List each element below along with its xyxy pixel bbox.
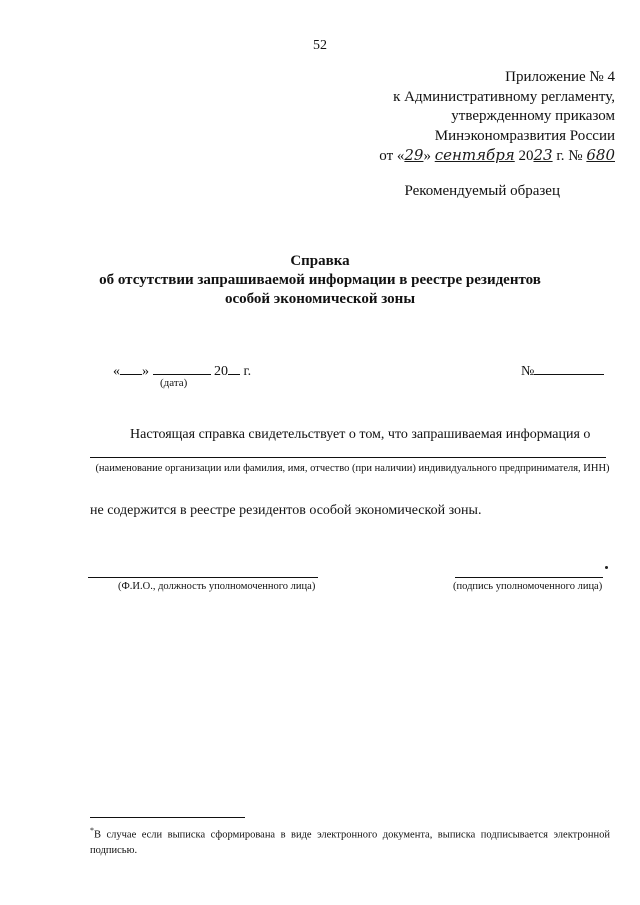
signature-caption: (подпись уполномоченного лица) — [453, 581, 603, 592]
handwritten-order-number: 680 — [586, 146, 615, 164]
signature-line — [455, 577, 603, 578]
handwritten-year: 23 — [533, 146, 553, 164]
not-contained-text: не содержится в реестре резидентов особой экономической зоны. — [90, 503, 482, 518]
number-label: № — [521, 364, 535, 379]
footnote-marker: * — [90, 826, 94, 835]
appendix-title: Приложение № 4 — [505, 69, 615, 85]
name-signature-line — [88, 577, 318, 578]
footnote — [90, 823, 610, 858]
appendix-header — [340, 68, 615, 167]
footnote-text: В случае если выписка сформирована в виде электронного документа, выписка подписывается электронной подписью. — [90, 829, 610, 856]
recommended-sample-label: Рекомендуемый образец — [404, 183, 560, 199]
year-suffix-label: г. — [243, 364, 252, 379]
appendix-ministry: Минэкономразвития России — [434, 127, 615, 144]
title-line-3: особой экономической зоны — [224, 291, 416, 307]
footnote-separator — [90, 817, 245, 818]
date-caption: (дата) — [160, 377, 188, 389]
handwritten-day: 29 — [404, 146, 424, 164]
org-name-line — [90, 457, 606, 458]
date-close-quote: » — [142, 364, 149, 379]
asterisk-mark — [605, 566, 608, 569]
date-prefix: от « — [379, 148, 405, 164]
date-open-quote: « — [113, 364, 120, 379]
page-number: 52 — [313, 38, 327, 53]
number-blank — [534, 362, 604, 375]
appendix-approved: утвержденному приказом — [451, 108, 615, 124]
number-field — [521, 362, 604, 380]
statement-text: Настоящая справка свидетельствует о том, что запрашиваемая информация о — [130, 427, 591, 442]
month-blank — [153, 362, 211, 375]
document-title — [80, 252, 560, 309]
name-position-caption: (Ф.И.О., должность уполномоченного лица) — [118, 581, 316, 592]
handwritten-month: сентября — [434, 146, 515, 164]
year-prefix: 20 — [518, 148, 534, 164]
year-blank — [228, 362, 240, 375]
day-blank — [120, 362, 142, 375]
order-number-label: г. № — [556, 148, 583, 164]
appendix-regulation: к Административному регламенту, — [393, 88, 615, 105]
appendix-order-date — [340, 146, 615, 167]
date-mid: » — [423, 148, 431, 164]
title-line-1: Справка — [290, 253, 350, 269]
org-name-caption: (наименование организации или фамилия, имя, отчество (при наличии) индивидуального предпринимателя, ИНН) — [95, 463, 610, 474]
year-prefix-label: 20 — [214, 364, 228, 379]
title-line-2: об отсутствии запрашиваемой информации в реестре резидентов — [99, 272, 541, 288]
